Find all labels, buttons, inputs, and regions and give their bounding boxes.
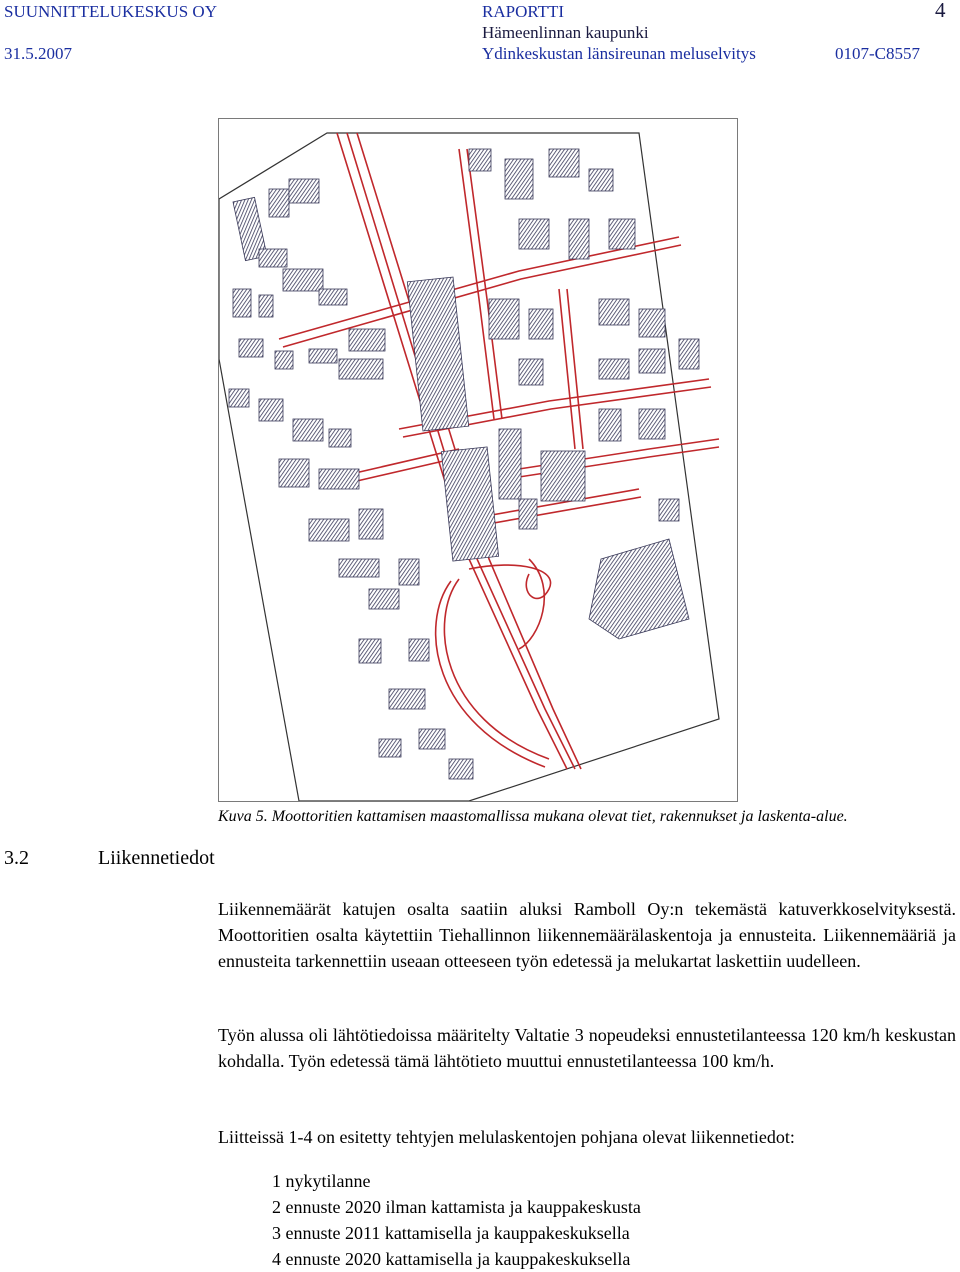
list-item: 1 nykytilanne	[272, 1171, 371, 1191]
appendix-list	[272, 1168, 641, 1272]
company-name: SUUNNITTELUKESKUS OY	[4, 2, 217, 21]
project-code: 0107-C8557	[835, 44, 920, 63]
map-drawing	[219, 119, 737, 801]
list-item: 4 ennuste 2020 kattamisella ja kauppakeskuksella	[272, 1249, 631, 1269]
project-title: Ydinkeskustan länsireunan meluselvitys	[482, 44, 756, 63]
report-date: 31.5.2007	[4, 44, 72, 63]
paragraph-speed-assumptions: Työn alussa oli lähtötiedoissa määritelty Valtatie 3 nopeudeksi ennustetilanteessa 120 km/h keskustan kohdalla. Työn edetessä tämä lähtötieto muuttui ennustetilanteessa 100 km/h.	[218, 1025, 956, 1071]
page-number: 4	[935, 0, 946, 22]
terrain-model-map	[218, 118, 738, 802]
document-type: RAPORTTI	[482, 2, 565, 21]
list-item: 3 ennuste 2011 kattamisella ja kauppakeskuksella	[272, 1223, 630, 1243]
section-number: 3.2	[4, 847, 29, 869]
paragraph-appendices-intro: Liitteissä 1-4 on esitetty tehtyjen melulaskentojen pohjana olevat liikennetiedot:	[218, 1127, 795, 1147]
buildings	[229, 149, 699, 779]
figure-caption: Kuva 5. Moottoritien kattamisen maastomallissa mukana olevat tiet, rakennukset ja laskenta-alue.	[218, 808, 848, 825]
list-item: 2 ennuste 2020 ilman kattamista ja kauppakeskusta	[272, 1197, 641, 1217]
section-title: Liikennetiedot	[98, 847, 215, 869]
client-name: Hämeenlinnan kaupunki	[482, 23, 649, 42]
paragraph-traffic-data-sources: Liikennemäärät katujen osalta saatiin aluksi Ramboll Oy:n tekemästä katuverkkoselvityksestä. Moottoritien osalta käytettiin Tiehallinnon liikennemäärälaskentoja ja ennusteita. Liikennemääriä ja ennusteita tarkennettiin useaan otteeseen työn edetessä ja melukartat laskettiin uudelleen.	[218, 899, 956, 971]
